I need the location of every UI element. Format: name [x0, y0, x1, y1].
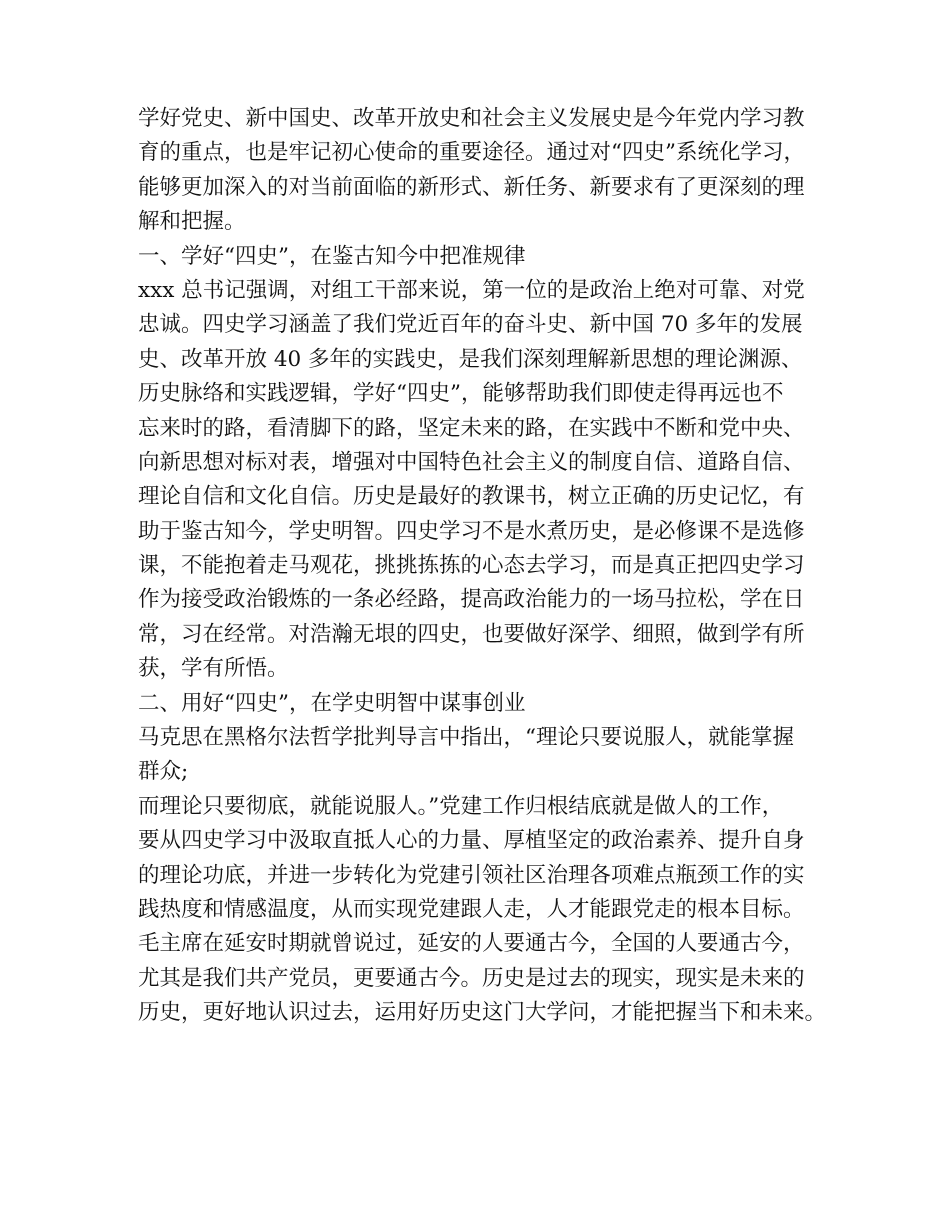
paragraph-2-line-9: 课，不能抱着走马观花，挑挑拣拣的心态去学习，而是真正把四史学习: [138, 553, 805, 579]
paragraph-1-line-4: 解和把握。: [138, 209, 246, 235]
section-heading-2: 二、用好“四史”，在学史明智中谋事创业: [138, 690, 526, 716]
paragraph-4-line-7: 历史，更好地认识过去，运用好历史这门大学问，才能把握当下和未来。: [138, 1000, 827, 1026]
paragraph-1-line-1: 学好党史、新中国史、改革开放史和社会主义发展史是今年党内学习教: [138, 106, 805, 131]
paragraph-2-line-4: 历史脉络和实践逻辑，学好“四史”，能够帮助我们即使走得再远也不: [138, 381, 784, 407]
paragraph-2-line-12: 获，学有所悟。: [138, 656, 289, 682]
paragraph-4-line-4: 践热度和情感温度，从而实现党建跟人走，人才能跟党走的根本目标。: [138, 896, 805, 922]
paragraph-2-line-7: 理论自信和文化自信。历史是最好的教课书，树立正确的历史记忆，有: [138, 484, 805, 510]
paragraph-4-line-2: 要从四史学习中汲取直抵人心的力量、厚植坚定的政治素养、提升自身: [138, 828, 805, 854]
paragraph-2-line-8: 助于鉴古知今，学史明智。四史学习不是水煮历史，是必修课不是选修: [138, 518, 805, 544]
paragraph-2-line-6: 向新思想对标对表，增强对中国特色社会主义的制度自信、道路自信、: [138, 449, 805, 475]
paragraph-2-line-11: 常，习在经常。对浩瀚无垠的四史，也要做好深学、细照，做到学有所: [138, 621, 805, 647]
paragraph-4-line-1: 而理论只要彻底，就能说服人。”党建工作归根结底就是做人的工作，: [138, 793, 784, 819]
paragraph-4-line-3: 的理论功底，并进一步转化为党建引领社区治理各项难点瓶颈工作的实: [138, 862, 805, 888]
paragraph-2-line-10: 作为接受政治锻炼的一条必经路，提高政治能力的一场马拉松，学在日: [138, 587, 805, 613]
paragraph-3-line-2: 群众;: [138, 759, 189, 785]
paragraph-4-line-5: 毛主席在延安时期就曾说过，延安的人要通古今，全国的人要通古今，: [138, 931, 805, 957]
paragraph-2-line-2: 忠诚。四史学习涵盖了我们党近百年的奋斗史、新中国 70 多年的发展: [138, 312, 803, 338]
paragraph-3-line-1: 马克思在黑格尔法哲学批判导言中指出，“理论只要说服人，就能掌握: [138, 725, 794, 751]
paragraph-1-line-3: 能够更加深入的对当前面临的新形式、新任务、新要求有了更深刻的理: [138, 174, 805, 200]
section-heading-1: 一、学好“四史”，在鉴古知今中把准规律: [138, 243, 526, 269]
paragraph-2-line-1: xxx 总书记强调，对组工干部来说，第一位的是政治上绝对可靠、对党: [138, 277, 805, 303]
document-body: [138, 102, 828, 1031]
paragraph-2-line-5: 忘来时的路，看清脚下的路，坚定未来的路，在实践中不断和党中央、: [138, 415, 805, 441]
paragraph-4-line-6: 尤其是我们共产党员，更要通古今。历史是过去的现实，现实是未来的: [138, 965, 805, 991]
paragraph-1-line-2: 育的重点，也是牢记初心使命的重要途径。通过对“四史”系统化学习，: [138, 140, 805, 166]
paragraph-2-line-3: 史、改革开放 40 多年的实践史，是我们深刻理解新思想的理论渊源、: [138, 346, 803, 372]
